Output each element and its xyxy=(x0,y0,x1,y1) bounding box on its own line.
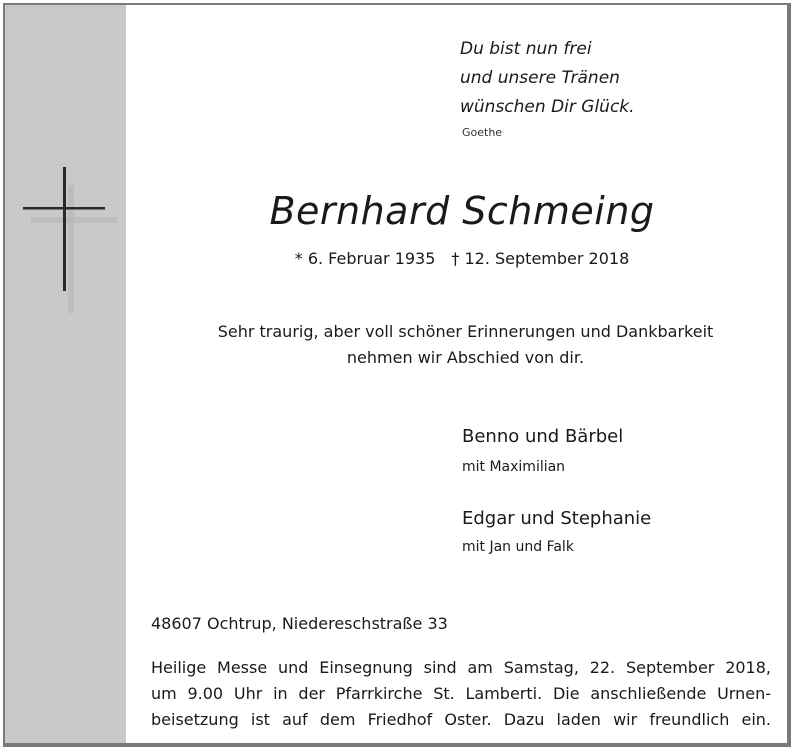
mourner-with: mit Maximilian xyxy=(462,459,566,475)
service-line: Heilige Messe und Einsegnung sind am Samstag, 22. September 2018, xyxy=(151,658,771,677)
quote xyxy=(460,35,635,122)
quote-line: wünschen Dir Glück. xyxy=(460,97,635,117)
mourner-with: mit Jan und Falk xyxy=(462,539,574,555)
address: 48607 Ochtrup, Niedereschstraße 33 xyxy=(151,614,448,633)
mourner-name: Benno und Bärbel xyxy=(462,426,624,447)
quote-author: Goethe xyxy=(462,126,503,139)
side-band xyxy=(5,5,126,743)
quote-line: und unsere Tränen xyxy=(460,68,620,88)
message-line: Sehr traurig, aber voll schöner Erinnerungen und Dankbarkeit xyxy=(217,322,714,341)
death-date: † 12. September 2018 xyxy=(451,249,630,268)
service-line: beisetzung ist auf dem Friedhof Oster. Dazu laden wir freundlich ein. xyxy=(151,710,771,729)
mourner-name: Edgar und Stephanie xyxy=(462,508,652,529)
obituary-notice xyxy=(3,3,791,747)
quote-line: Du bist nun frei xyxy=(460,39,592,59)
deceased-name: Bernhard Schmeing xyxy=(269,189,655,233)
service-info xyxy=(151,655,771,733)
life-dates xyxy=(5,249,789,268)
service-line: um 9.00 Uhr in der Pfarrkirche St. Lamberti. Die anschließende Urnen- xyxy=(151,684,771,703)
cross-icon xyxy=(21,165,121,315)
farewell-message xyxy=(5,319,789,371)
message-line: nehmen wir Abschied von dir. xyxy=(346,348,585,367)
birth-date: * 6. Februar 1935 xyxy=(294,249,436,268)
